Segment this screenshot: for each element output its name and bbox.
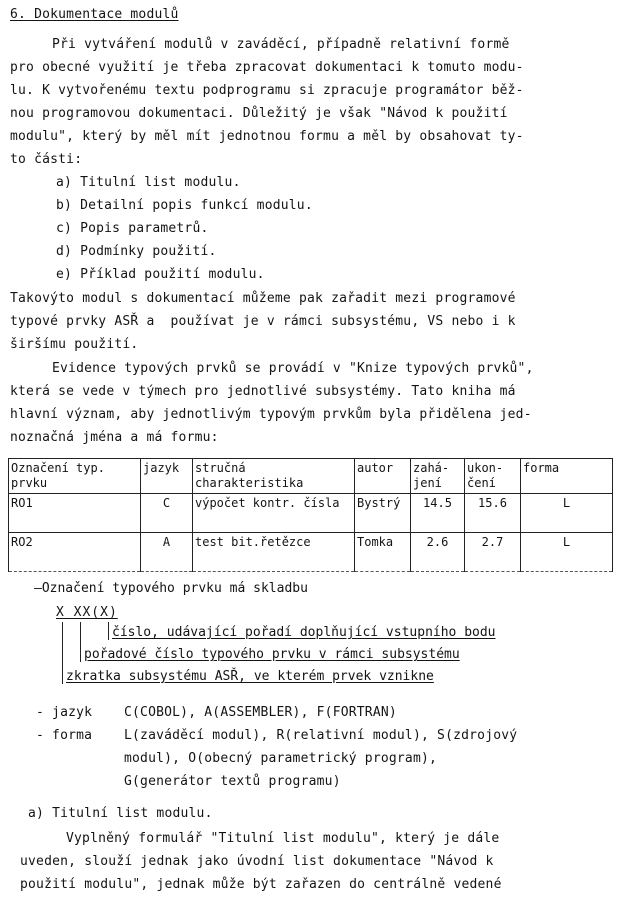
paragraph-line: typové prvky ASŘ a používat je v rámci subsystému, VS nebo i k: [10, 314, 516, 329]
table-header: forma: [521, 459, 613, 494]
table-header: stručná charakteristika: [193, 459, 355, 494]
scheme-label: číslo, udávající pořadí doplňující vstupního bodu: [112, 625, 496, 640]
intro-line: to části:: [10, 152, 83, 167]
paragraph-line: Evidence typových prvků se provádí v "Knize typových prvků",: [52, 361, 534, 376]
table-header-row: [9, 459, 613, 494]
intro-line: pro obecné využití je třeba zpracovat dokumentaci k tomuto modu-: [10, 60, 524, 75]
part-item: a) Titulní list modulu.: [56, 175, 241, 190]
table-row: [9, 494, 613, 533]
table-header: Označení typ. prvku: [9, 459, 141, 494]
table-cell: RO1: [9, 494, 141, 533]
code-values: C(COBOL), A(ASSEMBLER), F(FORTRAN): [124, 705, 397, 720]
table-cell: Tomka: [355, 533, 411, 572]
table-cell: C: [141, 494, 193, 533]
code-key: - jazyk: [36, 705, 93, 720]
part-item: e) Příklad použití modulu.: [56, 267, 265, 282]
part-item: d) Podmínky použití.: [56, 244, 217, 259]
section-heading: 6. Dokumentace modulů: [10, 7, 179, 22]
table-cell: 15.6: [465, 494, 521, 533]
table-cell: 2.6: [411, 533, 465, 572]
paragraph-line: širšímu použití.: [10, 337, 139, 352]
table-cell: test bit.řetězce: [193, 533, 355, 572]
part-item: b) Detailní popis funkcí modulu.: [56, 198, 313, 213]
paragraph-line: uveden, slouží jednak jako úvodní list dokumentace "Návod k: [20, 854, 494, 869]
table-cell: A: [141, 533, 193, 572]
naming-scheme: [0, 578, 641, 698]
scheme-title: —Označení typového prvku má skladbu: [34, 581, 308, 596]
paragraph-line: noznačná jména a má formu:: [10, 430, 219, 445]
table-header: zahá-jení: [411, 459, 465, 494]
table-header: jazyk: [141, 459, 193, 494]
code-key: - forma: [36, 728, 93, 743]
paragraph-line: použití modulu", jednak může být zařazen do centrálně vedené: [20, 877, 502, 892]
table-header: autor: [355, 459, 411, 494]
table-cell: L: [521, 533, 613, 572]
table-header: ukon-čení: [465, 459, 521, 494]
table-cell: výpočet kontr. čísla: [193, 494, 355, 533]
table-row: [9, 533, 613, 572]
intro-line: lu. K vytvořenému textu podprogramu si zpracuje programátor běž-: [10, 83, 524, 98]
scheme-connector: [108, 622, 109, 640]
scheme-label: pořadové číslo typového prvku v rámci subsystému: [84, 647, 460, 662]
code-values: modul), O(obecný parametrický program),: [124, 751, 438, 766]
intro-line: Při vytváření modulů v zaváděcí, případně relativní formě: [52, 37, 510, 52]
intro-line: nou programovou dokumentaci. Důležitý je však "Návod k použití: [10, 106, 508, 121]
scheme-pattern: X XX(X): [56, 605, 118, 620]
table-cell: L: [521, 494, 613, 533]
paragraph-line: která se vede v týmech pro jednotlivé subsystémy. Tato kniha má: [10, 384, 516, 399]
type-elements-table: [8, 458, 613, 572]
table-cell: 14.5: [411, 494, 465, 533]
scheme-connector: [62, 622, 63, 684]
paragraph-line: hlavní význam, aby jednotlivým typovým prvkům byla přidělena jed-: [10, 407, 532, 422]
table-cell: Bystrý: [355, 494, 411, 533]
part-item: c) Popis parametrů.: [56, 221, 209, 236]
paragraph-line: Vyplněný formulář "Titulní list modulu", který je dále: [66, 831, 500, 846]
code-values: G(generátor textů programu): [124, 774, 341, 789]
paragraph-line: Takovýto modul s dokumentací můžeme pak zařadit mezi programové: [10, 291, 516, 306]
table-cell: RO2: [9, 533, 141, 572]
code-values: L(zaváděcí modul), R(relativní modul), S(zdrojový: [124, 728, 518, 743]
table-cell: 2.7: [465, 533, 521, 572]
subsection-title: a) Titulní list modulu.: [28, 806, 213, 821]
scheme-label: zkratka subsystému ASŘ, ve kterém prvek vznikne: [66, 669, 434, 684]
intro-line: modulu", který by měl mít jednotnou formu a měl by obsahovat ty-: [10, 129, 524, 144]
scheme-connector: [80, 622, 81, 662]
